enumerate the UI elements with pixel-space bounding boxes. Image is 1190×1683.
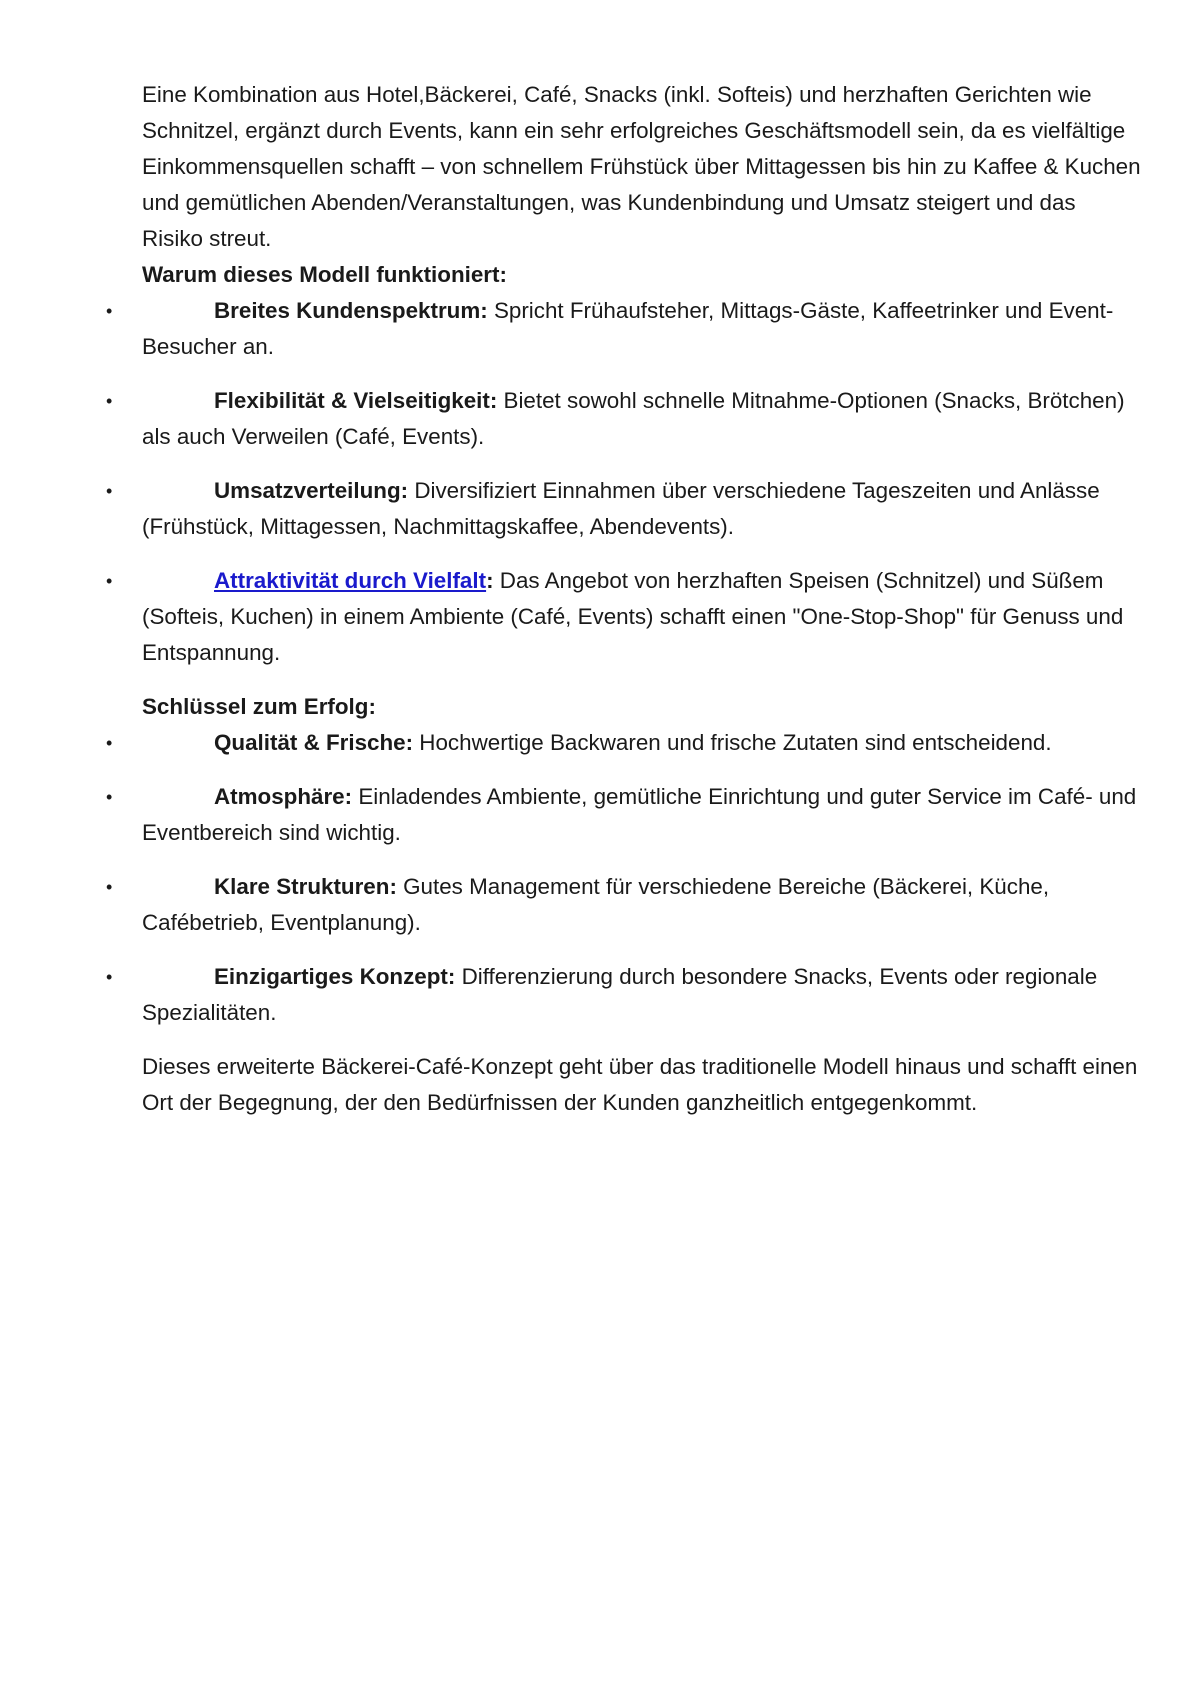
item-text: Spricht Frühaufsteher, Mittags-Gäste, Kaffeetrinker und Event-Besucher an.	[142, 298, 1114, 359]
item-text: Einladendes Ambiente, gemütliche Einrichtung und guter Service im Café- und Eventbereich sind wichtig.	[142, 784, 1137, 845]
bullet-icon: •	[106, 391, 113, 411]
bullet-icon: •	[106, 787, 113, 807]
why-list	[106, 293, 1142, 671]
item-text: Das Angebot von herzhaften Speisen (Schnitzel) und Süßem (Softeis, Kuchen) in einem Ambiente (Café, Events) schafft einen "One-Stop-Shop" für Genuss und Entspannung.	[142, 568, 1124, 665]
item-term: Breites Kundenspektrum:	[214, 298, 488, 323]
bullet-icon: •	[106, 481, 113, 501]
section-heading-keys: Schlüssel zum Erfolg:	[142, 694, 376, 719]
bullet-icon: •	[106, 571, 113, 591]
item-term: Umsatzverteilung:	[214, 478, 409, 503]
bullet-icon: •	[106, 967, 113, 987]
item-text: Gutes Management für verschiedene Bereiche (Bäckerei, Küche, Cafébetrieb, Eventplanung).	[142, 874, 1050, 935]
bullet-icon: •	[106, 733, 113, 753]
list-item	[106, 959, 1142, 1031]
closing-paragraph: Dieses erweiterte Bäckerei-Café-Konzept geht über das traditionelle Modell hinaus und schafft einen Ort der Begegnung, der den Bedürfnissen der Kunden ganzheitlich entgegenkommt.	[142, 1054, 1138, 1115]
item-term: Flexibilität & Vielseitigkeit:	[214, 388, 498, 413]
bullet-icon: •	[106, 877, 113, 897]
section-heading-why: Warum dieses Modell funktioniert:	[142, 262, 507, 287]
list-item	[106, 473, 1142, 545]
bullet-icon: •	[106, 301, 113, 321]
item-term: Atmosphäre:	[214, 784, 353, 809]
item-term-suffix: :	[486, 568, 494, 593]
item-term: Qualität & Frische:	[214, 730, 414, 755]
list-item	[106, 725, 1142, 761]
intro-paragraph: Eine Kombination aus Hotel,Bäckerei, Café, Snacks (inkl. Softeis) und herzhaften Gerichten wie Schnitzel, ergänzt durch Events, kann ein sehr erfolgreiches Geschäftsmodell sein, da es vielfältige Einkommensquellen schafft – von schnellem Frühstück über Mittagessen bis hin zu Kaffee & Kuchen und gemütlichen Abenden/Veranstaltungen, was Kundenbindung und Umsatz steigert und das Risiko streut.	[142, 82, 1141, 251]
attraktivitaet-link[interactable]: Attraktivität durch Vielfalt	[214, 568, 487, 593]
item-text: Bietet sowohl schnelle Mitnahme-Optionen (Snacks, Brötchen) als auch Verweilen (Café, Events).	[142, 388, 1125, 449]
list-item	[106, 869, 1142, 941]
list-item	[106, 293, 1142, 365]
list-item	[106, 563, 1142, 671]
item-text: Diversifiziert Einnahmen über verschiedene Tageszeiten und Anlässe (Frühstück, Mittagessen, Nachmittagskaffee, Abendevents).	[142, 478, 1100, 539]
item-text: Hochwertige Backwaren und frische Zutaten sind entscheidend.	[413, 730, 1052, 755]
list-item	[106, 383, 1142, 455]
item-term: Klare Strukturen:	[214, 874, 397, 899]
list-item	[106, 779, 1142, 851]
item-term: Einzigartiges Konzept:	[214, 964, 456, 989]
item-text: Differenzierung durch besondere Snacks, Events oder regionale Spezialitäten.	[142, 964, 1098, 1025]
document-body	[106, 77, 1142, 1121]
keys-list	[106, 725, 1142, 1031]
